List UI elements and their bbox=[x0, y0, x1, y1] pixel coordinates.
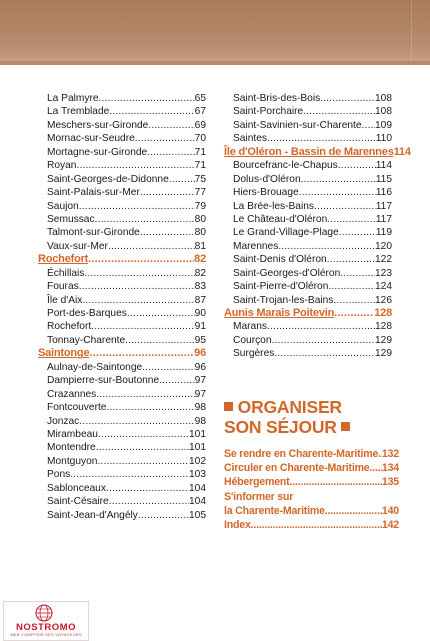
toc-entry-name: Saujon bbox=[47, 200, 79, 212]
toc-entry-name: Saint-Porchaire bbox=[233, 106, 304, 118]
toc-entry bbox=[38, 280, 206, 293]
publisher-logo bbox=[3, 601, 89, 641]
toc-page-number: 98 bbox=[194, 415, 206, 427]
toc-entry bbox=[38, 468, 206, 481]
organiser-entry bbox=[224, 504, 399, 518]
toc-entry-name: Saint-Georges-d'Oléron bbox=[233, 267, 341, 279]
toc-entry-name: La Palmyre bbox=[47, 93, 99, 104]
toc-entry bbox=[38, 213, 206, 226]
toc-section-heading bbox=[38, 253, 206, 266]
toc-entry-name: Fouras bbox=[47, 281, 79, 293]
toc-entry bbox=[224, 334, 392, 347]
band-edge bbox=[0, 61, 430, 65]
toc-entry bbox=[224, 294, 392, 307]
toc-page-number: 97 bbox=[194, 388, 206, 400]
toc-entry bbox=[38, 441, 206, 454]
toc-entry-name: Meschers-sur-Gironde bbox=[47, 119, 149, 131]
dot-leader bbox=[138, 509, 189, 522]
toc-entry-name: La Brée-les-Bains bbox=[233, 200, 314, 212]
dot-leader bbox=[96, 441, 189, 454]
toc-page-number: 71 bbox=[194, 160, 206, 172]
toc-page-number: 123 bbox=[375, 267, 392, 279]
dot-leader bbox=[125, 334, 195, 347]
dot-leader bbox=[278, 240, 375, 253]
dot-leader bbox=[88, 253, 194, 266]
toc-entry bbox=[224, 132, 392, 145]
dot-leader bbox=[159, 374, 195, 387]
square-bullet-icon bbox=[224, 402, 233, 411]
toc-page-number: 82 bbox=[194, 253, 206, 266]
toc-page-number: 82 bbox=[194, 267, 206, 279]
organiser-title-line2: SON SÉJOUR bbox=[224, 417, 337, 437]
dot-leader bbox=[267, 132, 376, 145]
dot-leader bbox=[267, 320, 375, 333]
toc-page-number: 114 bbox=[375, 160, 392, 172]
toc-entry bbox=[224, 226, 392, 239]
toc-entry-name: Semussac bbox=[47, 213, 95, 225]
toc-page-number: 90 bbox=[194, 308, 206, 319]
toc-page-number: 105 bbox=[189, 509, 206, 521]
toc-entry-name: Île d'Aix bbox=[47, 294, 83, 306]
toc-entry bbox=[224, 213, 392, 226]
organiser-entry bbox=[224, 447, 399, 461]
toc-entry-name: Montendre bbox=[47, 442, 96, 454]
toc-entry bbox=[38, 361, 206, 374]
toc-page-number: 96 bbox=[194, 361, 206, 373]
organiser-page-number: 134 bbox=[381, 462, 399, 475]
toc-entry bbox=[38, 105, 206, 118]
toc-entry-name: Marans bbox=[233, 321, 267, 333]
toc-entry-name: Saint-Trojan-les-Bains bbox=[233, 294, 334, 306]
toc-entry bbox=[224, 347, 392, 360]
dot-leader bbox=[109, 105, 194, 118]
organiser-section bbox=[224, 397, 399, 532]
toc-entry-name: Saint-Savinien-sur-Charente bbox=[233, 119, 362, 131]
toc-entry bbox=[38, 428, 206, 441]
toc-page-number: 96 bbox=[194, 347, 206, 360]
toc-page-number: 97 bbox=[194, 375, 206, 387]
toc-entry bbox=[224, 173, 392, 186]
dot-leader bbox=[328, 280, 375, 293]
toc-page-number: 75 bbox=[194, 173, 206, 185]
toc-entry bbox=[38, 119, 206, 132]
dot-leader bbox=[79, 415, 194, 428]
toc-entry bbox=[38, 307, 206, 320]
toc-entry-name: Saint-Palais-sur-Mer bbox=[47, 187, 140, 199]
toc-entry bbox=[38, 374, 206, 387]
dot-leader bbox=[97, 455, 189, 468]
toc-entry-name: Jonzac bbox=[47, 415, 80, 427]
dot-leader bbox=[89, 347, 194, 360]
toc-entry-name: Surgères bbox=[233, 348, 275, 360]
toc-page-number: 91 bbox=[194, 321, 206, 333]
organiser-page-number: 132 bbox=[381, 448, 399, 460]
toc-entry bbox=[38, 240, 206, 253]
toc-page-number: 102 bbox=[189, 455, 206, 467]
toc-entry-name: Dolus-d'Oléron bbox=[233, 173, 301, 185]
toc-page-number: 80 bbox=[194, 213, 206, 225]
organiser-entry-name: Se rendre en Charente-Maritime bbox=[224, 448, 379, 460]
toc-entry-name: Mirambeau bbox=[47, 428, 98, 440]
toc-entry-name: Rochefort bbox=[38, 253, 89, 266]
organiser-entry bbox=[224, 475, 399, 489]
toc-page-number: 122 bbox=[375, 254, 392, 266]
dot-leader bbox=[140, 186, 195, 199]
toc-page-number: 95 bbox=[194, 334, 206, 346]
toc-entry-name: Mortagne-sur-Gironde bbox=[47, 146, 148, 158]
toc-page-number: 124 bbox=[375, 281, 392, 293]
toc-page-number: 80 bbox=[194, 227, 206, 239]
toc-page-number: 101 bbox=[189, 428, 206, 440]
dot-leader bbox=[95, 213, 195, 226]
toc-page-number: 83 bbox=[194, 281, 206, 293]
toc-entry bbox=[38, 200, 206, 213]
dot-leader bbox=[96, 388, 194, 401]
organiser-entry-name: S'informer sur bbox=[224, 490, 294, 503]
toc-entry-name: Saintes bbox=[233, 133, 267, 145]
toc-page-number: 104 bbox=[189, 496, 206, 508]
toc-entry-name: Aunis Marais Poitevin bbox=[224, 307, 335, 319]
toc-entry-name: Mornac-sur-Seudre bbox=[47, 133, 135, 145]
toc-entry-name: Pons bbox=[47, 469, 71, 481]
organiser-list bbox=[224, 447, 399, 532]
toc-page-number: 114 bbox=[393, 145, 411, 158]
toc-page-number: 67 bbox=[194, 106, 206, 118]
toc-page-number: 81 bbox=[194, 240, 206, 252]
organiser-page-number: 142 bbox=[381, 519, 399, 532]
toc-entry bbox=[224, 240, 392, 253]
toc-page-number: 69 bbox=[194, 119, 206, 131]
toc-page-number: 103 bbox=[189, 469, 206, 481]
toc-page-number: 87 bbox=[194, 294, 206, 306]
toc-page-number: 129 bbox=[375, 348, 392, 360]
logo-tagline: WEB COMPTOIR DES VOYAGEURS bbox=[10, 633, 82, 637]
toc-entry bbox=[38, 186, 206, 199]
dot-leader bbox=[106, 482, 189, 495]
toc-entry bbox=[38, 159, 206, 172]
dot-leader bbox=[340, 267, 375, 280]
dot-leader bbox=[140, 226, 195, 239]
toc-entry bbox=[38, 294, 206, 307]
organiser-entry bbox=[224, 461, 399, 475]
dot-leader bbox=[108, 240, 195, 253]
toc-left-column bbox=[38, 92, 206, 522]
toc-entry-name: Vaux-sur-Mer bbox=[47, 240, 108, 252]
dot-leader bbox=[301, 173, 376, 186]
organiser-title bbox=[224, 397, 399, 437]
square-bullet-icon bbox=[341, 422, 350, 431]
dot-leader bbox=[325, 504, 382, 518]
globe-icon bbox=[34, 603, 54, 623]
band-fold-line bbox=[411, 0, 412, 65]
dot-leader bbox=[320, 92, 375, 105]
organiser-page-number: 135 bbox=[381, 476, 399, 489]
toc-page-number: 110 bbox=[375, 133, 392, 145]
organiser-entry-name: Hébergement bbox=[224, 476, 290, 489]
organiser-entry-name: la Charente-Maritime bbox=[224, 504, 325, 517]
toc-entry-name: Île d'Oléron - Bassin de Marennes bbox=[224, 145, 394, 158]
logo-brand: NOSTROMO bbox=[16, 622, 76, 633]
dot-leader bbox=[333, 294, 375, 307]
dot-leader bbox=[82, 294, 194, 307]
dot-leader bbox=[79, 280, 195, 293]
dot-leader bbox=[327, 253, 375, 266]
dot-leader bbox=[98, 428, 189, 441]
toc-entry bbox=[38, 92, 206, 105]
toc-entry bbox=[38, 415, 206, 428]
toc-page-number: 70 bbox=[194, 133, 206, 145]
toc-entry bbox=[224, 119, 392, 132]
toc-entry-name: La Tremblade bbox=[47, 106, 110, 118]
toc-entry bbox=[38, 455, 206, 468]
toc-entry bbox=[224, 253, 392, 266]
dot-leader bbox=[127, 307, 195, 320]
dot-leader bbox=[251, 518, 382, 532]
dot-leader bbox=[274, 347, 375, 360]
toc-entry bbox=[38, 495, 206, 508]
toc-entry bbox=[224, 92, 392, 105]
toc-entry bbox=[38, 267, 206, 280]
toc-entry bbox=[38, 509, 206, 522]
toc-page-number: 119 bbox=[375, 227, 392, 239]
toc-entry-name: Le Château-d'Oléron bbox=[233, 213, 328, 225]
dot-leader bbox=[148, 119, 194, 132]
organiser-page-number: 140 bbox=[381, 504, 399, 517]
toc-entry-name: Échillais bbox=[47, 267, 85, 279]
toc-page-number: 71 bbox=[194, 146, 206, 158]
toc-entry-name: Tonnay-Charente bbox=[47, 334, 126, 346]
toc-entry bbox=[224, 105, 392, 118]
toc-entry-name: Rochefort bbox=[47, 321, 92, 333]
header-band bbox=[0, 0, 430, 65]
toc-entry bbox=[38, 173, 206, 186]
dot-leader bbox=[79, 200, 195, 213]
toc-entry-name: Bourcefranc-le-Chapus bbox=[233, 160, 338, 172]
toc-entry-name: Le Grand-Village-Plage bbox=[233, 227, 339, 239]
toc-section-heading bbox=[224, 307, 392, 320]
toc-page-number: 120 bbox=[375, 240, 392, 252]
organiser-title-line1: ORGANISER bbox=[237, 397, 342, 417]
toc-page-number: 79 bbox=[194, 200, 206, 212]
toc-page-number: 115 bbox=[375, 173, 392, 185]
dot-leader bbox=[99, 92, 195, 105]
dot-leader bbox=[314, 200, 376, 213]
toc-page-number: 116 bbox=[375, 187, 392, 199]
toc-entry bbox=[38, 401, 206, 414]
toc-page-number: 101 bbox=[189, 442, 206, 454]
toc-right-column bbox=[224, 92, 411, 361]
toc-entry-name: Marennes bbox=[233, 240, 279, 252]
toc-entry-name: Port-des-Barques bbox=[47, 308, 127, 319]
toc-entry bbox=[38, 146, 206, 159]
toc-page-number: 98 bbox=[194, 402, 206, 414]
toc-entry-name: Fontcouverte bbox=[47, 402, 107, 414]
toc-page-number: 104 bbox=[189, 482, 206, 494]
dot-leader bbox=[272, 334, 375, 347]
dot-leader bbox=[147, 146, 194, 159]
toc-entry-name: Saint-Césaire bbox=[47, 496, 109, 508]
dot-leader bbox=[303, 105, 375, 118]
toc-entry bbox=[224, 280, 392, 293]
toc-entry bbox=[38, 320, 206, 333]
dot-leader bbox=[299, 186, 376, 199]
toc-page-number: 109 bbox=[375, 119, 392, 131]
toc-page-number: 108 bbox=[375, 106, 392, 118]
toc-entry-name: Talmont-sur-Gironde bbox=[47, 227, 140, 239]
dot-leader bbox=[91, 320, 194, 333]
toc-entry-name: Saint-Jean-d'Angély bbox=[47, 509, 138, 521]
toc-entry-name: Saint-Bris-des-Bois bbox=[233, 93, 321, 104]
toc-page-number: 77 bbox=[194, 187, 206, 199]
dot-leader bbox=[76, 159, 194, 172]
dot-leader bbox=[334, 307, 374, 320]
toc-entry bbox=[224, 200, 392, 213]
toc-entry bbox=[38, 482, 206, 495]
toc-entry-name: Dampierre-sur-Boutonne bbox=[47, 375, 160, 387]
dot-leader bbox=[169, 173, 195, 186]
dot-leader bbox=[84, 267, 194, 280]
dot-leader bbox=[290, 475, 382, 489]
dot-leader bbox=[142, 361, 195, 374]
toc-entry bbox=[224, 159, 392, 172]
toc-entry bbox=[38, 334, 206, 347]
toc-entry-name: Royan bbox=[47, 160, 77, 172]
toc-entry bbox=[224, 320, 392, 333]
toc-entry-name: Sablonceaux bbox=[47, 482, 106, 494]
toc-page-number: 128 bbox=[375, 321, 392, 333]
toc-entry-name: Saint-Denis d'Oléron bbox=[233, 254, 327, 266]
organiser-entry bbox=[224, 518, 399, 532]
toc-page-number: 128 bbox=[374, 307, 392, 319]
toc-page-number: 129 bbox=[375, 334, 392, 346]
toc-entry bbox=[38, 388, 206, 401]
dot-leader bbox=[327, 213, 375, 226]
toc-entry bbox=[38, 132, 206, 145]
dot-leader bbox=[106, 401, 194, 414]
toc-entry-name: Crazannes bbox=[47, 388, 97, 400]
toc-page-number: 108 bbox=[375, 93, 392, 104]
toc-entry-name: Saintonge bbox=[38, 347, 90, 360]
organiser-entry-name: Circuler en Charente-Maritime bbox=[224, 462, 370, 475]
organiser-entry-name: Index bbox=[224, 519, 251, 532]
dot-leader bbox=[135, 132, 195, 145]
dot-leader bbox=[362, 119, 375, 132]
organiser-entry bbox=[224, 490, 399, 504]
toc-entry bbox=[224, 186, 392, 199]
toc-entry-name: Montguyon bbox=[47, 455, 98, 467]
toc-page-number: 126 bbox=[375, 294, 392, 306]
dot-leader bbox=[109, 495, 189, 508]
dot-leader bbox=[70, 468, 189, 481]
dot-leader bbox=[339, 226, 376, 239]
toc-entry-name: Saint-Pierre-d'Oléron bbox=[233, 281, 329, 293]
dot-leader bbox=[338, 159, 376, 172]
toc-entry bbox=[38, 226, 206, 239]
toc-entry-name: Hiers-Brouage bbox=[233, 187, 299, 199]
dot-leader bbox=[370, 461, 382, 475]
toc-page-number: 117 bbox=[375, 200, 392, 212]
toc-entry-name: Aulnay-de-Saintonge bbox=[47, 361, 143, 373]
toc-section-heading bbox=[38, 347, 206, 360]
toc-section-heading bbox=[224, 145, 411, 159]
toc-entry-name: Courçon bbox=[233, 334, 272, 346]
toc-entry-name: Saint-Georges-de-Didonne bbox=[47, 173, 169, 185]
toc-page-number: 65 bbox=[194, 93, 206, 104]
toc-page-number: 117 bbox=[375, 213, 392, 225]
toc-entry bbox=[224, 267, 392, 280]
